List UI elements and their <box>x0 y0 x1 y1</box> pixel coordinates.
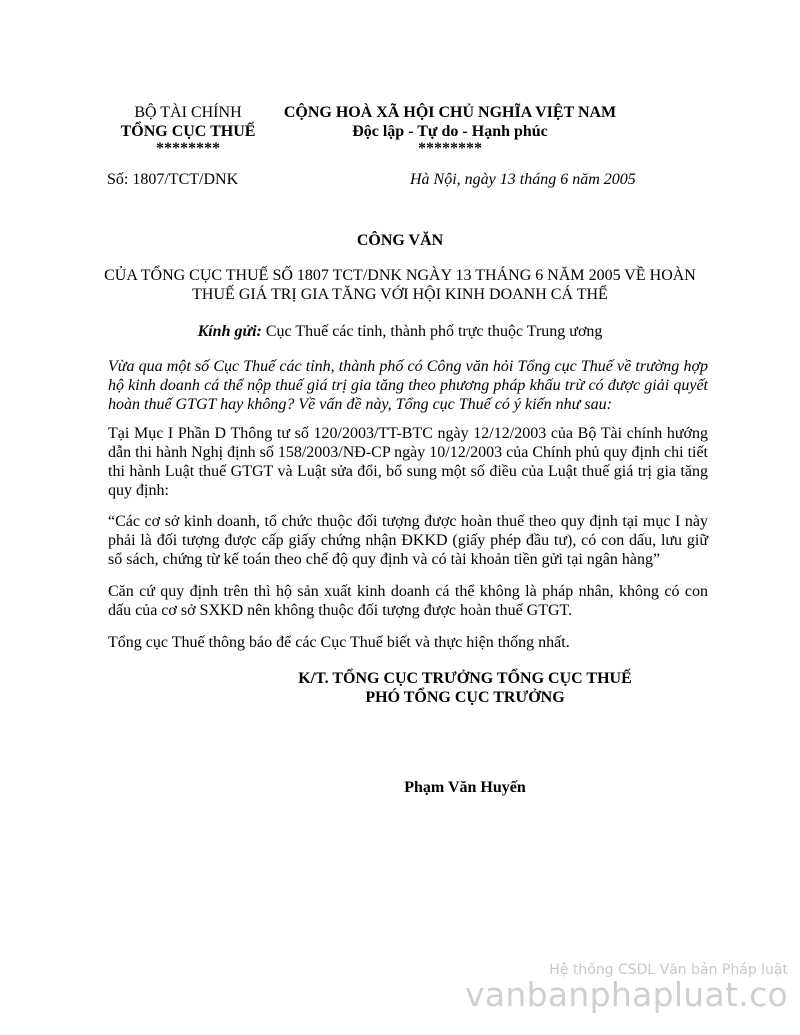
national-motto <box>270 103 630 156</box>
signature-title: PHÓ TỔNG CỤC TRƯỞNG <box>365 689 565 706</box>
signer-name: Phạm Văn Huyến <box>404 779 526 796</box>
country-name: CỘNG HOÀ XÃ HỘI CHỦ NGHĨA VIỆT NAM <box>283 104 617 121</box>
document-number: Số: 1807/TCT/DNK <box>107 171 239 188</box>
signature-authority: K/T. TỔNG CỤC TRƯỞNG TỔNG CỤC THUẾ <box>298 670 632 687</box>
signature-block <box>265 669 665 707</box>
paragraph-quoted-regulation: “Các cơ sở kinh doanh, tổ chức thuộc đối tượng được hoàn thuế theo quy định tại mục I này phải là đối tượng được cấp giấy chứng nhận ĐKKD (giấy phép đầu tư), có con dấu, lưu giữ sổ sách, chứng từ kế toán theo chế độ quy định và có tài khoản tiền gửi tại ngân hàng” <box>108 513 708 568</box>
watermark-site: vanbanphapluat.co <box>465 975 788 1014</box>
watermark-caption: Hệ thống CSDL Văn bản Pháp luật <box>549 962 788 978</box>
department-name: TỔNG CỤC THUẾ <box>120 123 256 140</box>
motto: Độc lập - Tự do - Hạnh phúc <box>352 123 548 140</box>
left-stars-divider: ******** <box>156 140 220 157</box>
document-type-title: CÔNG VĂN <box>356 232 444 249</box>
right-stars-divider: ******** <box>418 140 482 157</box>
document-subtitle: CỦA TỔNG CỤC THUẾ SỐ 1807 TCT/DNK NGÀY 13 THÁNG 6 NĂM 2005 VỀ HOÀN THUẾ GIÁ TRỊ GIA TĂNG VỚI HỘI KINH DOANH CÁ THỂ <box>104 267 696 303</box>
recipient-label: Kính gửi: <box>197 323 262 340</box>
intro-paragraph: Vừa qua một số Cục Thuế các tỉnh, thành phố có Công văn hỏi Tổng cục Thuế về trường hợp hộ kinh doanh cá thể nộp thuế giá trị gia tăng theo phương pháp khấu trừ có được giải quyết hoàn thuế GTGT hay không? Về vấn đề này, Tổng cục Thuế có ý kiến như sau: <box>108 358 708 413</box>
paragraph-legal-basis: Tại Mục I Phần D Thông tư số 120/2003/TT-BTC ngày 12/12/2003 của Bộ Tài chính hướng dẫn thi hành Nghị định số 158/2003/NĐ-CP ngày 10/12/2003 của Chính phủ quy định chi tiết thi hành Luật thuế GTGT và Luật sửa đổi, bổ sung một số điều của Luật thuế giá trị gia tăng quy định: <box>108 425 708 499</box>
recipient-line <box>100 322 700 341</box>
place-and-date: Hà Nội, ngày 13 tháng 6 năm 2005 <box>410 171 636 188</box>
paragraph-conclusion: Căn cứ quy định trên thì hộ sản xuất kinh doanh cá thể không là pháp nhân, không có con dấu của cơ sở SXKD nên không thuộc đối tượng được hoàn thuế GTGT. <box>108 583 708 619</box>
ministry-name: BỘ TÀI CHÍNH <box>134 104 242 121</box>
recipient-value: Cục Thuế các tỉnh, thành phố trực thuộc Trung ương <box>265 323 603 340</box>
paragraph-notice: Tổng cục Thuế thông báo để các Cục Thuế biết và thực hiện thống nhất. <box>108 634 570 651</box>
issuing-ministry <box>88 103 288 156</box>
